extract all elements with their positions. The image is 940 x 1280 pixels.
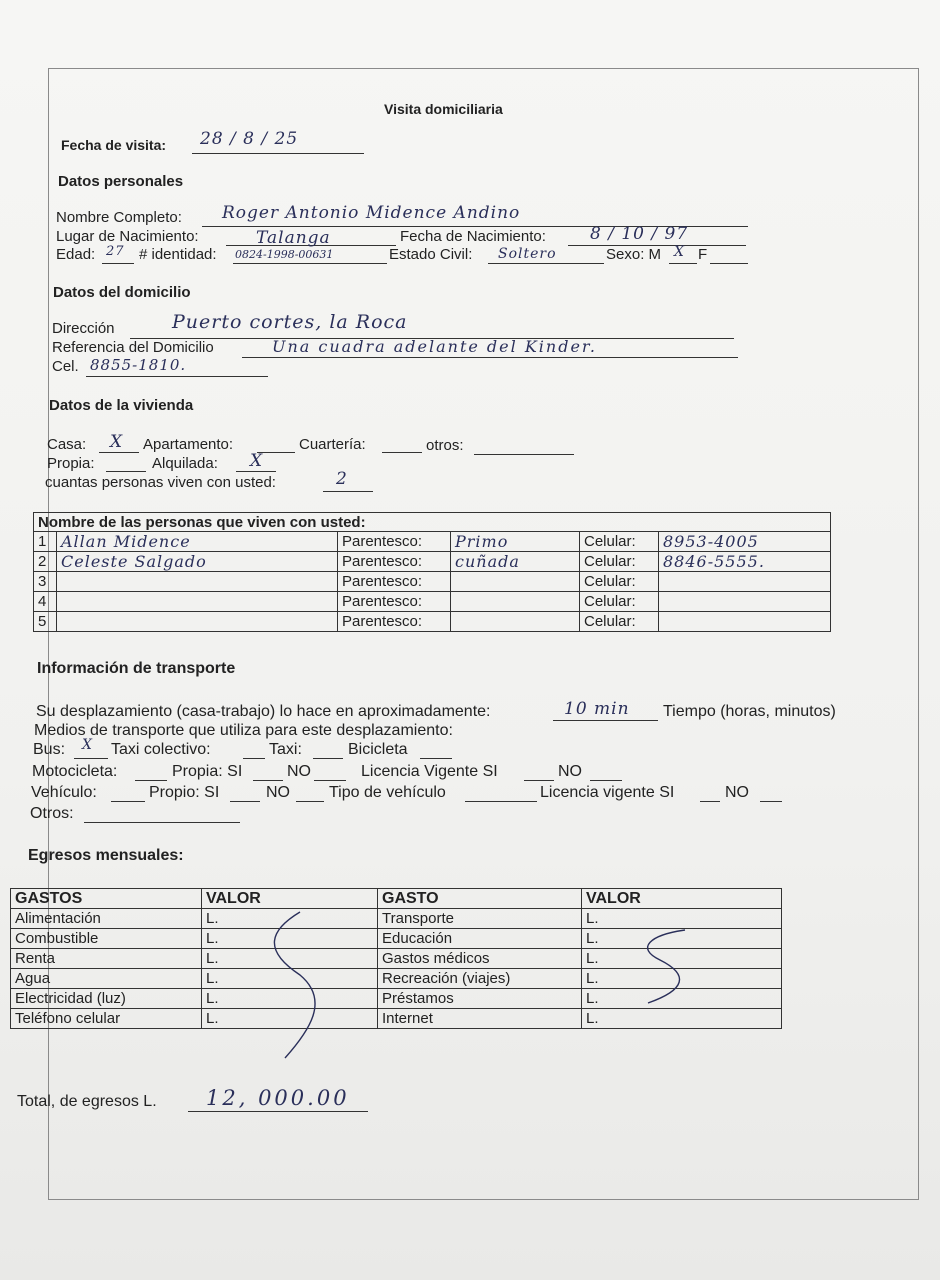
visit-date-value: 28 / 8 / 25 bbox=[200, 129, 299, 149]
vehiculo-propio-si-label: Propio: SI bbox=[149, 784, 220, 801]
vehiculo-licencia-no-label: NO bbox=[725, 784, 749, 801]
age-label: Edad: bbox=[56, 246, 96, 263]
id-label: # identidad: bbox=[139, 246, 217, 263]
household-name-2: Celeste Salgado bbox=[57, 552, 338, 572]
table-row: Electricidad (luz) L. Préstamos L. bbox=[11, 989, 782, 1009]
household-relation-1: Primo bbox=[451, 532, 580, 552]
address-label: Dirección bbox=[52, 320, 115, 337]
phone-label: Cel. bbox=[52, 358, 79, 375]
otros-transport-label: Otros: bbox=[30, 805, 74, 822]
taxi-label: Taxi: bbox=[269, 741, 302, 758]
moto-licencia-label: Licencia Vigente SI bbox=[361, 763, 498, 780]
address-value: Puerto cortes, la Roca bbox=[172, 311, 408, 333]
sex-m-mark: X bbox=[674, 244, 685, 260]
table-row: Teléfono celular L. Internet L. bbox=[11, 1009, 782, 1029]
bicicleta-label: Bicicleta bbox=[348, 741, 408, 758]
transport-heading: Información de transporte bbox=[37, 660, 236, 677]
table-row: 3 Parentesco: Celular: bbox=[34, 572, 831, 592]
name-value: Roger Antonio Midence Andino bbox=[222, 203, 521, 223]
personal-heading: Datos personales bbox=[58, 173, 184, 190]
table-row: Combustible L. Educación L. bbox=[11, 929, 782, 949]
expenses-heading: Egresos mensuales: bbox=[28, 847, 184, 864]
household-relation-2: cuñada bbox=[451, 552, 580, 572]
table-row: Agua L. Recreación (viajes) L. bbox=[11, 969, 782, 989]
form-title: Visita domiciliaria bbox=[384, 101, 503, 117]
table-row: 1 Allan Midence Parentesco: Primo Celular: 8953-4005 bbox=[34, 532, 831, 552]
moto-licencia-no-label: NO bbox=[558, 763, 582, 780]
birthplace-label: Lugar de Nacimiento: bbox=[56, 228, 199, 245]
domicile-heading: Datos del domicilio bbox=[53, 284, 191, 301]
alquilada-mark: X bbox=[250, 451, 264, 471]
commute-label: Su desplazamiento (casa-trabajo) lo hace en aproximadamente: bbox=[36, 703, 491, 720]
vehiculo-no-label: NO bbox=[266, 784, 290, 801]
birthdate-label: Fecha de Nacimiento: bbox=[400, 228, 546, 245]
visit-date-label: Fecha de visita: bbox=[61, 137, 167, 153]
apartamento-label: Apartamento: bbox=[143, 436, 234, 453]
phone-value: 8855-1810. bbox=[90, 356, 187, 374]
civil-label: Estado Civil: bbox=[389, 246, 473, 263]
persons-value: 2 bbox=[336, 469, 348, 489]
household-phone-1: 8953-4005 bbox=[659, 532, 831, 552]
housing-heading: Datos de la vivienda bbox=[49, 397, 194, 414]
commute-unit: Tiempo (horas, minutos) bbox=[663, 703, 836, 720]
household-phone-2: 8846-5555. bbox=[659, 552, 831, 572]
taxi-colectivo-label: Taxi colectivo: bbox=[111, 741, 211, 758]
otros-label: otros: bbox=[426, 437, 464, 454]
table-row: 4 Parentesco: Celular: bbox=[34, 592, 831, 612]
tipo-vehiculo-label: Tipo de vehículo bbox=[329, 784, 446, 801]
moto-no-label: NO bbox=[287, 763, 311, 780]
col-gasto: GASTO bbox=[378, 889, 582, 909]
col-valor-right: VALOR bbox=[582, 889, 782, 909]
age-value: 27 bbox=[106, 244, 125, 259]
table-row: 2 Celeste Salgado Parentesco: cuñada Celular: 8846-5555. bbox=[34, 552, 831, 572]
civil-value: Soltero bbox=[498, 246, 557, 262]
birthdate-value: 8 / 10 / 97 bbox=[590, 224, 689, 244]
cuarteria-label: Cuartería: bbox=[299, 436, 366, 453]
col-gastos: GASTOS bbox=[11, 889, 202, 909]
table-row: Alimentación L. Transporte L. bbox=[11, 909, 782, 929]
total-value: 12, 000.00 bbox=[206, 1086, 350, 1110]
table-row: Renta L. Gastos médicos L. bbox=[11, 949, 782, 969]
table-row: 5 Parentesco: Celular: bbox=[34, 612, 831, 632]
means-label: Medios de transporte que utiliza para este desplazamiento: bbox=[34, 722, 453, 739]
name-label: Nombre Completo: bbox=[56, 209, 182, 226]
casa-label: Casa: bbox=[47, 436, 87, 453]
bus-label: Bus: bbox=[33, 741, 66, 758]
sex-label: Sexo: M bbox=[606, 246, 662, 263]
birthplace-value: Talanga bbox=[256, 228, 331, 248]
motocicleta-label: Motocicleta: bbox=[32, 763, 118, 780]
sex-f-label: F bbox=[698, 246, 708, 263]
col-valor-left: VALOR bbox=[202, 889, 378, 909]
vehiculo-label: Vehículo: bbox=[31, 784, 97, 801]
household-name-1: Allan Midence bbox=[57, 532, 338, 552]
reference-value: Una cuadra adelante del Kinder. bbox=[272, 337, 597, 356]
bus-mark: X bbox=[82, 737, 93, 753]
persons-label: cuantas personas viven con usted: bbox=[45, 474, 276, 491]
reference-label: Referencia del Domicilio bbox=[52, 339, 214, 356]
total-label: Total, de egresos L. bbox=[17, 1093, 157, 1110]
casa-mark: X bbox=[110, 432, 124, 452]
household-header: Nombre de las personas que viven con usted: bbox=[34, 513, 831, 532]
commute-value: 10 min bbox=[564, 699, 630, 719]
alquilada-label: Alquilada: bbox=[152, 455, 218, 472]
moto-propia-si-label: Propia: SI bbox=[172, 763, 243, 780]
vehiculo-licencia-label: Licencia vigente SI bbox=[540, 784, 675, 801]
id-value: 0824-1998-00631 bbox=[235, 248, 334, 261]
propia-label: Propia: bbox=[47, 455, 95, 472]
